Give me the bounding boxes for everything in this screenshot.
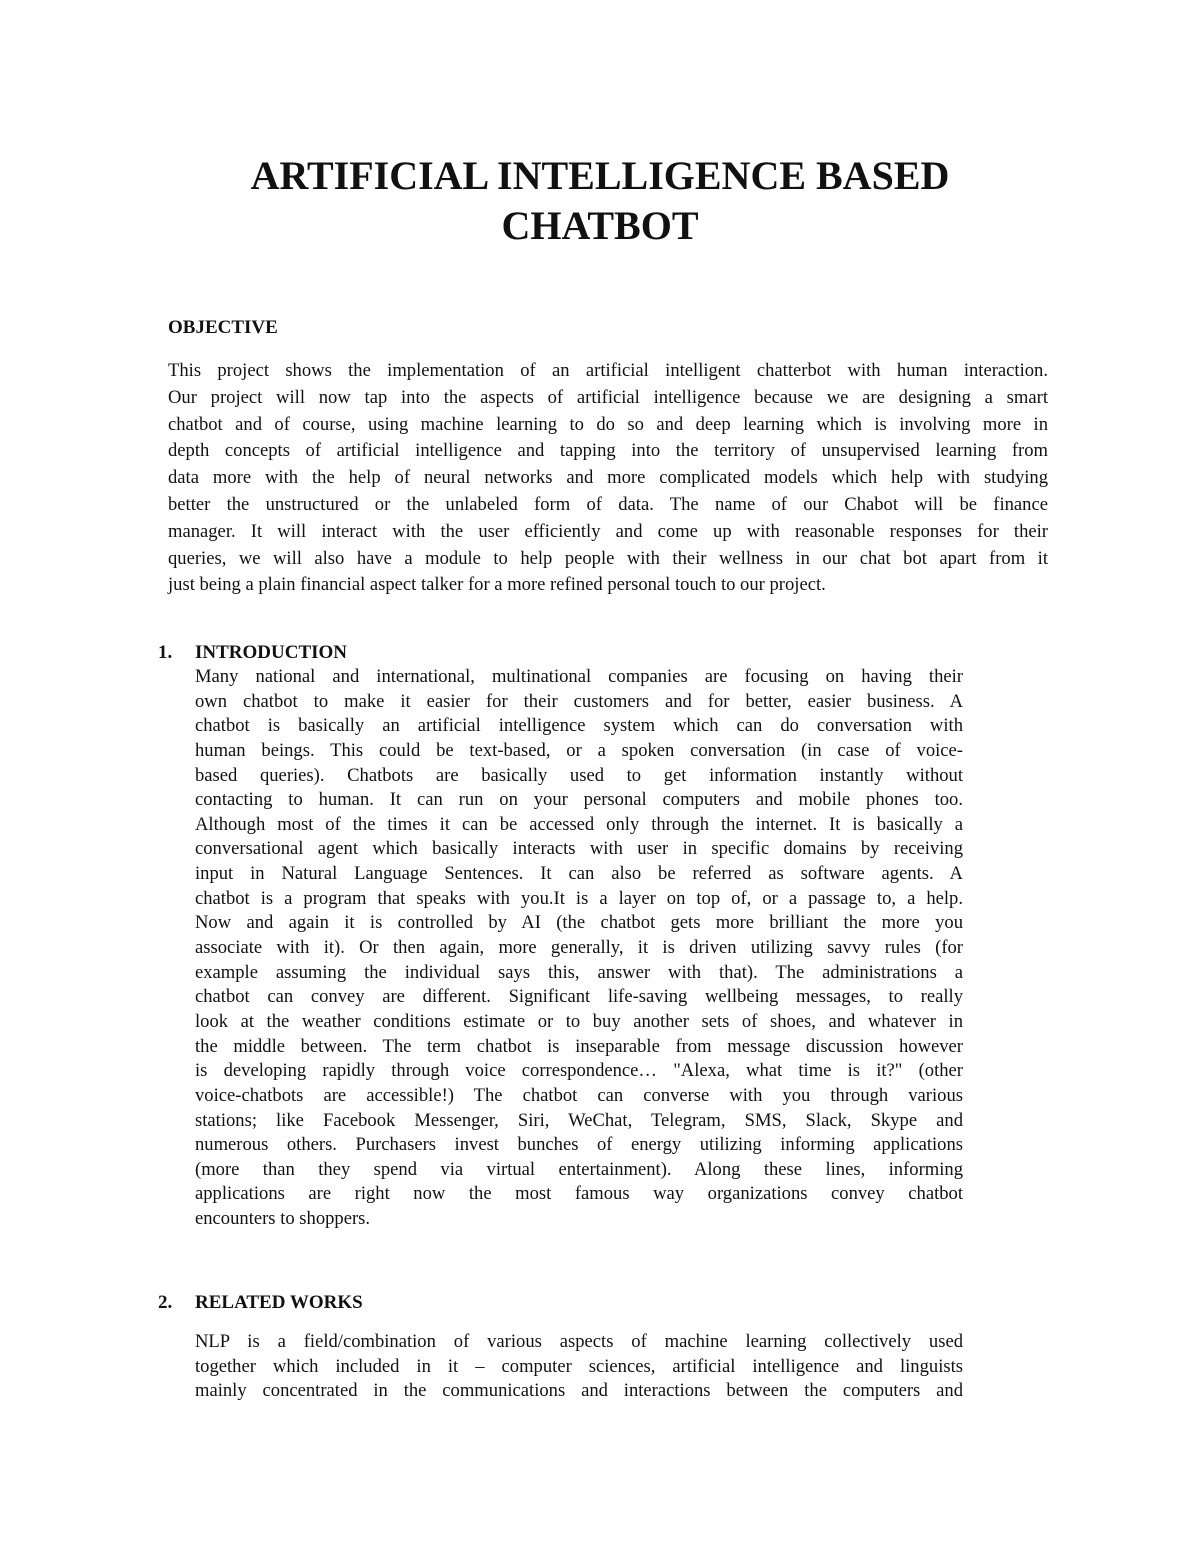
related-works-line: mainly concentrated in the communications and interactions between the computers and (195, 1380, 963, 1401)
objective-line: depth concepts of artificial intelligence and tapping into the territory of unsupervised learning from (168, 440, 1048, 462)
related-works-line: NLP is a field/combination of various aspects of machine learning collectively used (195, 1331, 963, 1352)
introduction-number: 1. (158, 642, 173, 663)
objective-line: This project shows the implementation of an artificial intelligent chatterbot with human interaction. (168, 360, 1048, 381)
introduction-line: applications are right now the most famous way organizations convey chatbot (195, 1183, 963, 1205)
introduction-line: own chatbot to make it easier for their customers and for better, easier business. A (195, 690, 963, 712)
objective-line: better the unstructured or the unlabeled form of data. The name of our Chabot will be finance (168, 493, 1048, 515)
objective-line: manager. It will interact with the user efficiently and come up with reasonable responses for their (168, 520, 1048, 542)
introduction-line: the middle between. The term chatbot is inseparable from message discussion however (195, 1035, 963, 1057)
introduction-line: chatbot is basically an artificial intelligence system which can do conversation with (195, 715, 963, 737)
introduction-heading: INTRODUCTION (195, 642, 348, 663)
related-works-heading: RELATED WORKS (195, 1292, 363, 1313)
objective-line: chatbot and of course, using machine learning to do so and deep learning which is involving more in (168, 413, 1048, 435)
objective-line: queries, we will also have a module to help people with their wellness in our chat bot apart from it (168, 547, 1048, 569)
introduction-line: Now and again it is controlled by AI (the chatbot gets more brilliant the more you (195, 912, 963, 934)
introduction-paragraph (195, 665, 963, 1232)
related-works-paragraph (195, 1330, 963, 1404)
objective-line: Our project will now tap into the aspects of artificial intelligence because we are designing a smart (168, 386, 1048, 408)
introduction-line: based queries). Chatbots are basically used to get information instantly without (195, 764, 963, 786)
introduction-line: chatbot can convey are different. Significant life-saving wellbeing messages, to really (195, 986, 963, 1008)
introduction-line: human beings. This could be text-based, or a spoken conversation (in case of voice- (195, 739, 963, 761)
document-title-line-1: ARTIFICIAL INTELLIGENCE BASED (250, 153, 950, 198)
introduction-line: example assuming the individual says this, answer with that). The administrations a (195, 961, 963, 983)
document-title-line-2: CHATBOT (501, 203, 699, 248)
related-works-number: 2. (158, 1292, 173, 1313)
objective-paragraph (168, 358, 1048, 599)
introduction-line: Although most of the times it can be accessed only through the internet. It is basically a (195, 813, 963, 835)
introduction-line: encounters to shoppers. (195, 1208, 371, 1230)
introduction-line: associate with it). Or then again, more generally, it is driven utilizing savvy rules (for (195, 937, 963, 959)
introduction-line: Many national and international, multinational companies are focusing on having their (195, 666, 963, 687)
related-works-line: together which included in it – computer sciences, artificial intelligence and linguists (195, 1355, 963, 1377)
introduction-line: (more than they spend via virtual entertainment). Along these lines, informing (195, 1158, 963, 1180)
introduction-line: is developing rapidly through voice correspondence… "Alexa, what time is it?" (other (195, 1060, 963, 1082)
introduction-line: chatbot is a program that speaks with you.It is a layer on top of, or a passage to, a help. (195, 887, 963, 909)
introduction-line: contacting to human. It can run on your personal computers and mobile phones too. (195, 789, 963, 811)
introduction-line: numerous others. Purchasers invest bunches of energy utilizing informing applications (195, 1134, 963, 1156)
introduction-line: conversational agent which basically interacts with user in specific domains by receiving (195, 838, 963, 860)
introduction-line: voice-chatbots are accessible!) The chatbot can converse with you through various (195, 1084, 963, 1106)
objective-heading: OBJECTIVE (168, 317, 278, 338)
introduction-line: look at the weather conditions estimate or to buy another sets of shoes, and whatever in (195, 1010, 963, 1032)
objective-line: just being a plain financial aspect talker for a more refined personal touch to our project. (168, 574, 826, 596)
objective-line: data more with the help of neural networks and more complicated models which help with studying (168, 467, 1048, 489)
introduction-line: stations; like Facebook Messenger, Siri, WeChat, Telegram, SMS, Slack, Skype and (195, 1109, 963, 1131)
introduction-line: input in Natural Language Sentences. It can also be referred as software agents. A (195, 863, 963, 885)
